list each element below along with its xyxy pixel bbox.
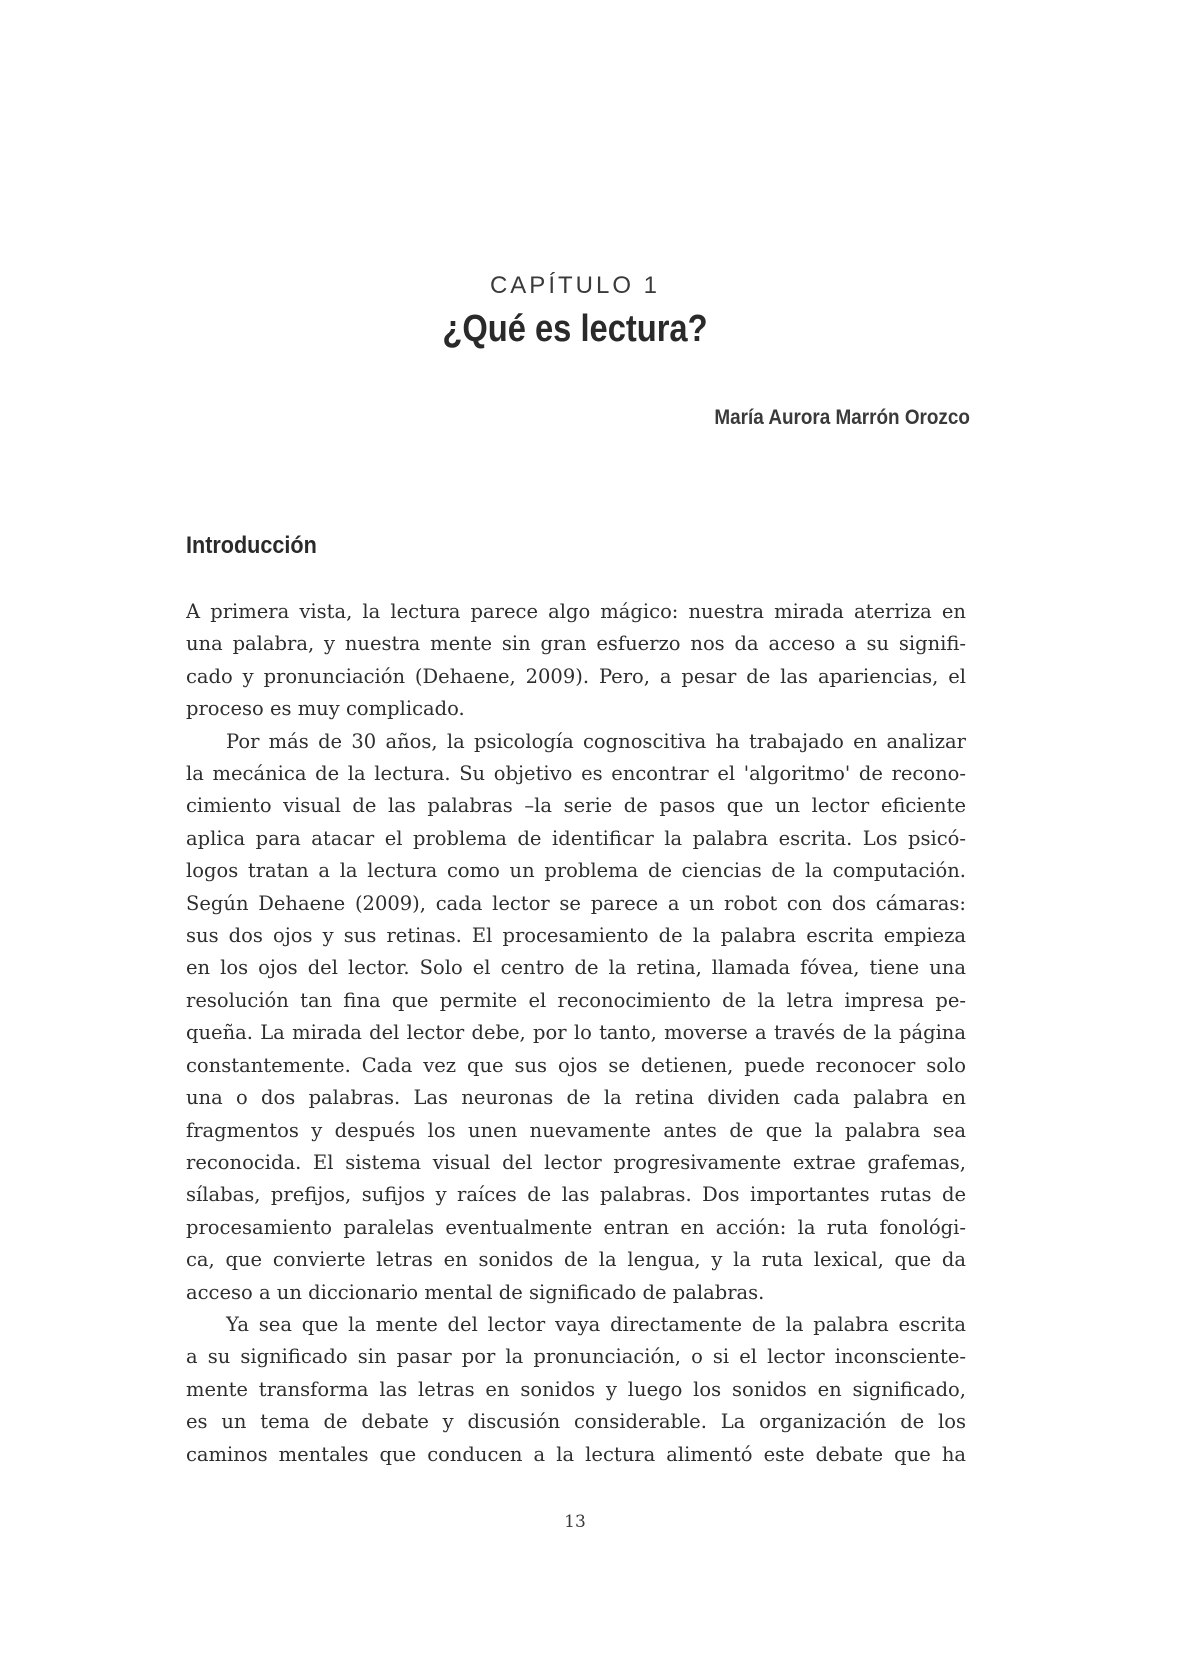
paragraph: [186, 726, 966, 1309]
text-line: sus dos ojos y sus retinas. El procesamiento de la palabra escrita empieza: [186, 924, 966, 948]
text-line: proceso es muy complicado.: [186, 697, 465, 721]
text-line: procesamiento paralelas eventualmente entran en acción: la ruta fonológi-: [186, 1215, 966, 1239]
text-line: fragmentos y después los unen nuevamente antes de que la palabra sea: [186, 1118, 966, 1142]
text-line: caminos mentales que conducen a la lectura alimentó este debate que ha: [186, 1442, 966, 1466]
text-line: la mecánica de la lectura. Su objetivo es encontrar el 'algoritmo' de recono-: [186, 762, 966, 786]
text-line: mente transforma las letras en sonidos y luego los sonidos en significado,: [186, 1377, 966, 1401]
text-line: en los ojos del lector. Solo el centro de la retina, llamada fóvea, tiene una: [186, 956, 966, 980]
text-line: sílabas, prefijos, sufijos y raíces de las palabras. Dos importantes rutas de: [186, 1183, 966, 1207]
text-line: es un tema de debate y discusión considerable. La organización de los: [186, 1410, 966, 1434]
text-line: queña. La mirada del lector debe, por lo tanto, moverse a través de la página: [186, 1021, 966, 1045]
text-line: cado y pronunciación (Dehaene, 2009). Pero, a pesar de las apariencias, el: [186, 664, 966, 688]
text-line: una o dos palabras. Las neuronas de la retina dividen cada palabra en: [186, 1086, 966, 1110]
text-line: aplica para atacar el problema de identificar la palabra escrita. Los psicó-: [186, 826, 966, 850]
text-line: Ya sea que la mente del lector vaya directamente de la palabra escrita: [226, 1312, 966, 1336]
text-line: ca, que convierte letras en sonidos de la lengua, y la ruta lexical, que da: [186, 1248, 966, 1272]
text-line: logos tratan a la lectura como un problema de ciencias de la computación.: [186, 859, 966, 883]
text-line: reconocida. El sistema visual del lector progresivamente extrae grafemas,: [186, 1150, 966, 1174]
author-name: María Aurora Marrón Orozco: [714, 406, 970, 429]
text-line: a su significado sin pasar por la pronunciación, o si el lector inconsciente-: [186, 1345, 966, 1369]
text-line: Según Dehaene (2009), cada lector se parece a un robot con dos cámaras:: [186, 891, 966, 915]
paragraph: [186, 1309, 966, 1471]
chapter-title: ¿Qué es lectura?: [442, 308, 708, 350]
text-line: A primera vista, la lectura parece algo mágico: nuestra mirada aterriza en: [186, 600, 966, 623]
chapter-label: CAPÍTULO 1: [489, 272, 661, 299]
text-line: constantemente. Cada vez que sus ojos se detienen, puede reconocer solo: [186, 1053, 966, 1077]
text-line: Por más de 30 años, la psicología cognoscitiva ha trabajado en analizar: [226, 729, 966, 753]
section-heading: Introducción: [186, 532, 317, 559]
text-line: acceso a un diccionario mental de significado de palabras.: [186, 1280, 765, 1304]
paragraph: [186, 596, 966, 726]
page-number: 13: [564, 1512, 586, 1532]
text-line: cimiento visual de las palabras –la serie de pasos que un lector eficiente: [186, 794, 966, 818]
body-text: [186, 596, 966, 1471]
text-line: resolución tan fina que permite el reconocimiento de la letra impresa pe-: [186, 988, 966, 1012]
text-line: una palabra, y nuestra mente sin gran esfuerzo nos da acceso a su signifi-: [186, 632, 966, 656]
